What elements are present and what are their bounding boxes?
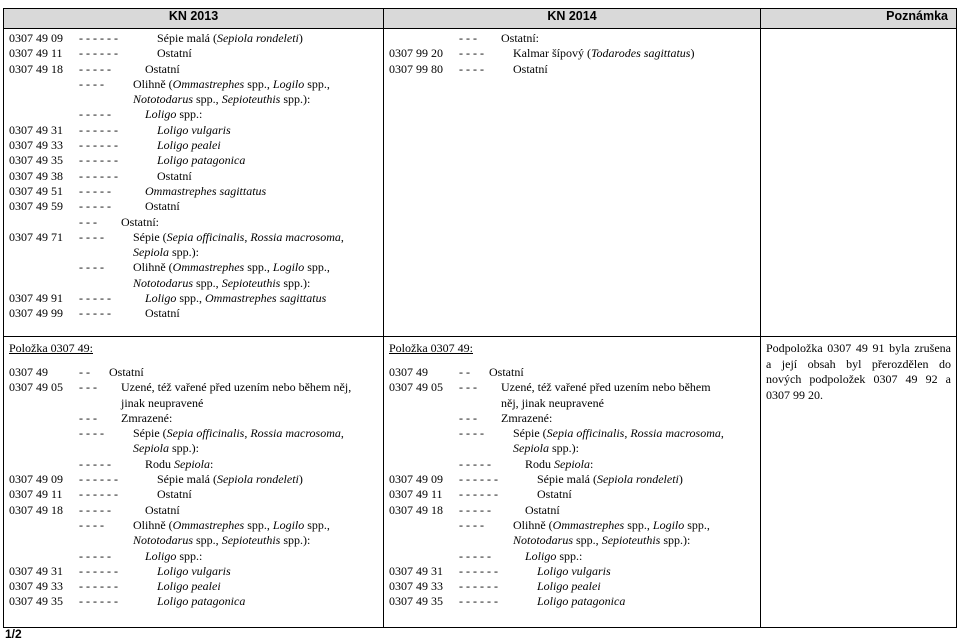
item-description: jinak neupravené [121,395,204,410]
list-item [389,380,755,395]
list-item [9,62,378,77]
item-description: Sépie (Sepia officinalis, Rossia macrosoma, [133,426,344,441]
list-item [9,533,378,548]
item-description: Ostatní [145,502,180,517]
item-description: Olihně (Ommastrephes spp., Logilo spp., [133,76,330,91]
item-description: Ostatní [489,365,524,379]
note-text: Podpoložka 0307 49 91 byla zrušena a její obsah byl přerozdělen do nových podpoložek 0307 49 92 a 0307 99 20. [766,341,951,402]
cn-code: 0307 49 71 [9,229,63,244]
list-item [9,441,378,456]
item-description: Loligo pealei [157,138,221,153]
cn-code: 0307 49 33 [9,579,63,594]
cn-code: 0307 49 [9,365,48,379]
list-item [9,549,378,564]
item-description: Loligo spp.: [145,107,203,122]
item-description: Zmrazené: [501,410,553,425]
cn-code: 0307 49 [389,365,428,379]
list-item [389,564,755,579]
item-description: Ostatní [145,306,180,321]
list-item [389,594,755,609]
item-description: Loligo pealei [537,579,601,594]
list-item [9,306,378,321]
indent-dashes: - - - - [79,76,104,91]
cn-code: 0307 49 11 [389,487,443,502]
upper-kn2014-cell [384,29,761,337]
item-description: Loligo spp.: [145,548,203,563]
item-description: Sepiola spp.): [133,245,199,260]
item-description: Sépie malá (Sepiola rondeleti) [157,472,303,487]
list-item [9,457,378,472]
indent-dashes: - - - - - [79,456,111,471]
indent-dashes: - - - [79,214,97,229]
indent-dashes: - - - [459,31,477,45]
item-description: Sépie malá (Sepiola rondeleti) [537,472,683,487]
cn-code: 0307 49 99 [9,306,63,321]
indent-dashes: - - - - - [79,291,111,306]
list-item [9,276,378,291]
item-description: Rodu Sepiola: [525,456,594,471]
item-description: Kalmar šípový (Todarodes sagittatus) [513,46,695,61]
item-description: Loligo pealei [157,579,221,594]
list-item [9,564,378,579]
cn-code: 0307 49 35 [9,594,63,609]
cn-code: 0307 49 18 [389,502,443,517]
list-item [9,411,378,426]
cn-code: 0307 49 35 [389,594,443,609]
item-description: Sépie (Sepia officinalis, Rossia macrosoma, [513,426,724,441]
indent-dashes: - - - [79,380,97,395]
indent-dashes: - - [79,365,90,379]
indent-dashes: - - - - - [79,107,111,122]
list-item [389,533,755,548]
cn-code: 0307 49 59 [9,199,63,214]
list-item [9,579,378,594]
item-description: Nototodarus spp., Sepioteuthis spp.): [133,275,311,290]
lower-kn2013-list [9,365,378,610]
indent-dashes: - - - - - [79,548,111,563]
lower-row [4,337,957,628]
lower-kn2013-heading: Položka 0307 49: [9,341,93,355]
item-description: Ostatní [145,61,180,76]
item-description: Sépie (Sepia officinalis, Rossia macrosoma, [133,229,344,244]
item-description: Loligo patagonica [157,153,246,168]
list-item [389,62,755,77]
list-item [9,31,378,46]
indent-dashes: - - - - [459,46,484,61]
list-item [389,503,755,518]
indent-dashes: - - - - - - [79,487,118,502]
list-item [9,291,378,306]
item-description: Ostatní: [121,214,159,229]
cn-code: 0307 49 91 [9,291,63,306]
list-item [9,199,378,214]
list-item [389,365,755,380]
list-item [389,31,755,46]
cn-code: 0307 49 31 [9,122,63,137]
item-description: Ostatní [525,502,560,517]
indent-dashes: - - - - [79,517,104,532]
upper-kn2013-cell [4,29,384,337]
item-description: Sepiola spp.): [133,441,199,456]
indent-dashes: - - - - - - [459,472,498,487]
indent-dashes: - - - - - - [79,153,118,168]
item-description: Ostatní [157,168,192,183]
list-item [9,46,378,61]
list-item [389,518,755,533]
cn-code: 0307 49 09 [389,472,443,487]
upper-note-cell [761,29,957,337]
indent-dashes: - - - - - - [79,594,118,609]
item-description: Ostatní [537,487,572,502]
cn-code: 0307 49 33 [389,579,443,594]
indent-dashes: - - - - - [79,61,111,76]
indent-dashes: - - - - - - [459,579,498,594]
cn-code: 0307 49 09 [9,472,63,487]
header-note: Poznámka [761,9,957,29]
list-item [9,260,378,275]
list-item [9,426,378,441]
item-description: Olihně (Ommastrephes spp., Logilo spp., [133,260,330,275]
indent-dashes: - - - - - - [79,563,118,578]
item-description: Sépie malá (Sepiola rondeleti) [157,31,303,45]
upper-kn2013-list [4,29,383,325]
indent-dashes: - - - - - - [79,168,118,183]
cn-code: 0307 49 31 [389,563,443,578]
list-item [9,487,378,502]
indent-dashes: - - - - [79,229,104,244]
indent-dashes: - - - [459,410,477,425]
indent-dashes: - - - - - - [79,579,118,594]
indent-dashes: - - - - - [79,183,111,198]
item-description: Loligo spp.: [525,548,583,563]
list-item [9,503,378,518]
indent-dashes: - - - - - - [459,487,498,502]
indent-dashes: - - - - [79,426,104,441]
list-item [9,245,378,260]
indent-dashes: - - - - - [79,199,111,214]
indent-dashes: - - - [79,410,97,425]
cn-code: 0307 49 33 [9,138,63,153]
indent-dashes: - - - [459,380,477,395]
list-item [9,396,378,411]
indent-dashes: - - - - - [459,456,491,471]
cn-code: 0307 49 51 [9,183,63,198]
upper-row [4,29,957,337]
page-number: 1/2 [5,627,22,641]
item-description: Ostatní [157,487,192,502]
correlation-table [3,8,957,628]
item-description: Nototodarus spp., Sepioteuthis spp.): [133,533,311,548]
list-item [389,457,755,472]
list-item [9,365,378,380]
cn-code: 0307 49 11 [9,487,63,502]
item-description: něj, jinak neupravené [501,395,604,410]
list-item [389,411,755,426]
list-item [9,594,378,609]
item-description: Loligo patagonica [157,594,246,609]
list-item [9,184,378,199]
item-description: Ostatní [513,61,548,76]
cn-code: 0307 49 11 [9,46,63,61]
item-description: Nototodarus spp., Sepioteuthis spp.): [133,92,311,107]
item-description: Rodu Sepiola: [145,456,214,471]
cn-code: 0307 49 05 [389,380,443,395]
cn-code: 0307 99 20 [389,46,443,61]
indent-dashes: - - - - - - [79,472,118,487]
list-item [389,549,755,564]
header-row [4,9,957,29]
item-description: Loligo patagonica [537,594,626,609]
lower-kn2014-heading: Položka 0307 49: [389,341,473,355]
list-item [389,487,755,502]
list-item [9,153,378,168]
item-description: Zmrazené: [121,410,173,425]
cn-code: 0307 49 35 [9,153,63,168]
item-description: Loligo spp., Ommastrephes sagittatus [145,291,327,306]
list-item [9,138,378,153]
list-item [9,380,378,395]
indent-dashes: - - - - - - [79,31,118,45]
item-description: Loligo vulgaris [157,122,231,137]
list-item [9,107,378,122]
upper-kn2014-list [384,29,760,80]
item-description: Loligo vulgaris [537,563,611,578]
item-description: Ostatní [157,46,192,61]
indent-dashes: - - - - - [79,306,111,321]
list-item [389,426,755,441]
indent-dashes: - - - - [459,517,484,532]
indent-dashes: - - - - [79,260,104,275]
item-description: Ostatní [109,365,144,379]
item-description: Olihně (Ommastrephes spp., Logilo spp., [133,517,330,532]
list-item [389,579,755,594]
item-description: Uzené, též vařené před uzením nebo během [501,380,711,395]
cn-code: 0307 49 05 [9,380,63,395]
list-item [389,46,755,61]
indent-dashes: - - - - - - [459,594,498,609]
indent-dashes: - - - - - [459,502,491,517]
indent-dashes: - - - - - - [79,122,118,137]
header-kn2013: KN 2013 [4,9,384,29]
header-kn2014: KN 2014 [384,9,761,29]
item-description: Ommastrephes sagittatus [145,183,267,198]
lower-kn2013-cell [4,337,384,628]
item-description: Olihně (Ommastrephes spp., Logilo spp., [513,517,710,532]
indent-dashes: - - [459,365,470,379]
list-item [9,77,378,92]
indent-dashes: - - - - - [459,548,491,563]
item-description: Ostatní: [501,31,539,45]
list-item [389,441,755,456]
item-description: Ostatní [145,199,180,214]
item-description: Loligo vulgaris [157,563,231,578]
list-item [9,518,378,533]
list-item [389,396,755,411]
cn-code: 0307 49 09 [9,31,63,45]
cn-code: 0307 99 80 [389,61,443,76]
list-item [9,169,378,184]
indent-dashes: - - - - - - [79,46,118,61]
cn-code: 0307 49 18 [9,502,63,517]
item-description: Nototodarus spp., Sepioteuthis spp.): [513,533,691,548]
indent-dashes: - - - - - - [79,138,118,153]
lower-kn2014-cell [384,337,761,628]
indent-dashes: - - - - - [79,502,111,517]
list-item [9,92,378,107]
indent-dashes: - - - - [459,426,484,441]
lower-note-cell [761,337,957,628]
cn-code: 0307 49 38 [9,168,63,183]
item-description: Uzené, též vařené před uzením nebo během něj, [121,380,352,395]
cn-code: 0307 49 31 [9,563,63,578]
lower-kn2014-list [389,365,755,610]
indent-dashes: - - - - [459,61,484,76]
list-item [9,230,378,245]
cn-code: 0307 49 18 [9,61,63,76]
item-description: Sepiola spp.): [513,441,579,456]
list-item [9,472,378,487]
indent-dashes: - - - - - - [459,563,498,578]
list-item [9,215,378,230]
list-item [9,123,378,138]
list-item [389,472,755,487]
